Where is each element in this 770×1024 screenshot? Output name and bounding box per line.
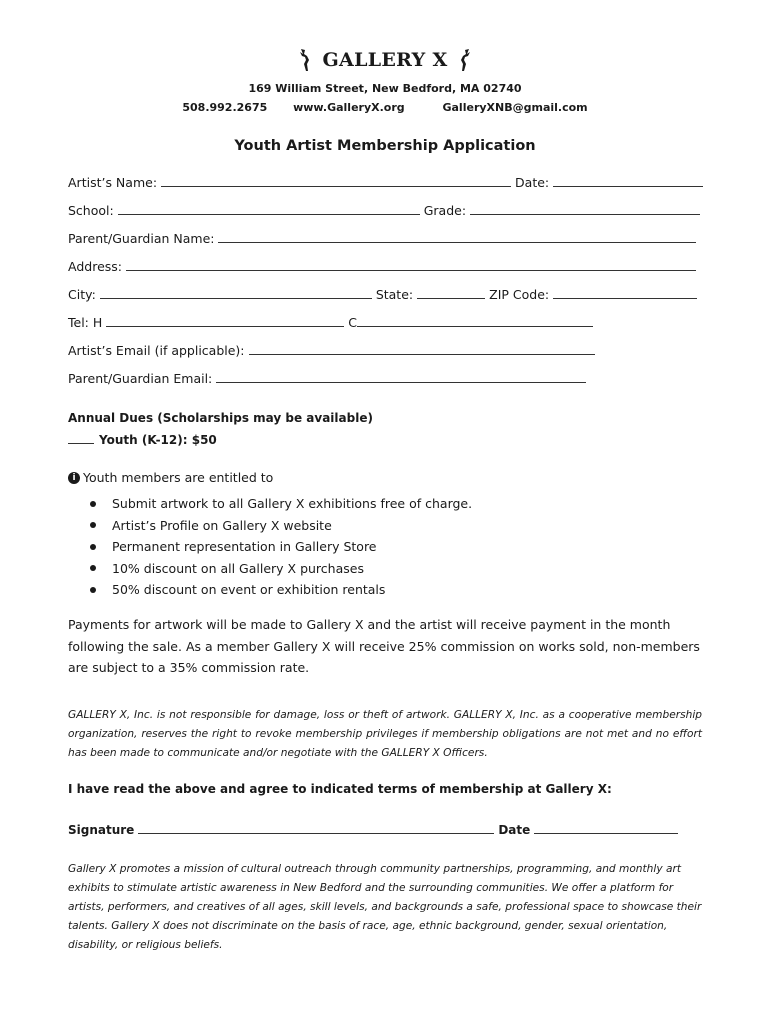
dues-heading: Annual Dues (Scholarships may be available)	[68, 411, 373, 425]
list-item	[90, 558, 472, 580]
school-field[interactable]	[118, 213, 420, 215]
tel-h-field[interactable]	[106, 325, 344, 327]
disclaimer-paragraph: GALLERY X, Inc. is not responsible for damage, loss or theft of artwork. GALLERY X, Inc. as a cooperative membership organization, reserves the right to revoke membership privileges if membership obligations are not met and no effort has been made to communicate and/or negotiate with the GALLERY X Officers.	[68, 709, 702, 759]
stag-left-icon	[297, 48, 315, 72]
tel-c-label: C	[348, 315, 357, 330]
address-field[interactable]	[126, 269, 696, 271]
info-icon: i	[68, 472, 80, 484]
youth-dues-row	[68, 433, 217, 447]
school-label: School:	[68, 203, 114, 218]
list-item-text: 10% discount on all Gallery X purchases	[112, 560, 364, 576]
grade-label: Grade:	[423, 203, 467, 218]
form-row-parent-email	[68, 368, 590, 386]
benefits-list	[90, 493, 472, 601]
city-label: City:	[68, 287, 96, 302]
zip-field[interactable]	[553, 297, 697, 299]
bullet-icon	[90, 587, 96, 593]
list-item-text: 50% discount on event or exhibition rentals	[112, 582, 386, 598]
parent-name-field[interactable]	[218, 241, 696, 243]
bullet-icon	[90, 565, 96, 571]
list-item	[90, 493, 472, 515]
bullet-icon	[90, 544, 96, 550]
email-link[interactable]: GalleryXNB@gmail.com	[442, 101, 588, 114]
parent-email-field[interactable]	[216, 381, 586, 383]
form-row-artist-email	[68, 340, 599, 358]
form-row-tel	[68, 312, 597, 330]
list-item	[90, 515, 472, 537]
bullet-icon	[90, 522, 96, 528]
date-label: Date:	[515, 175, 550, 190]
list-item-text: Submit artwork to all Gallery X exhibitions free of charge.	[112, 496, 473, 512]
bullet-icon	[90, 501, 96, 507]
date-field[interactable]	[553, 185, 703, 187]
logo	[0, 48, 770, 78]
state-label: State:	[375, 287, 414, 302]
benefits-heading	[68, 470, 273, 485]
youth-dues-label: Youth (K-12): $50	[99, 433, 217, 447]
list-item	[90, 536, 472, 558]
signature-date-label: Date	[498, 823, 531, 837]
form-row-school	[68, 200, 704, 218]
state-field[interactable]	[417, 297, 485, 299]
tel-c-field[interactable]	[357, 325, 593, 327]
list-item-text: Permanent representation in Gallery Store	[112, 539, 377, 555]
tel-h-label: Tel: H	[68, 315, 103, 330]
grade-field[interactable]	[470, 213, 700, 215]
contact-line	[0, 101, 770, 114]
form-row-artist	[68, 172, 707, 190]
list-item	[90, 579, 472, 601]
phone: 508.992.2675	[182, 101, 268, 114]
mission-paragraph: Gallery X promotes a mission of cultural outreach through community partnerships, programming, and monthly art exhibits to stimulate artistic awareness in New Bedford and the surrounding communities. We offer a platform for artists, performers, and creatives of all ages, skill levels, and backgrounds a safe, professional space to showcase their talents. Gallery X does not discriminate on the basis of race, age, ethnic background, gender, sexual orientation, disability, or religious beliefs.	[68, 863, 702, 951]
signature-row	[68, 823, 682, 837]
signature-label: Signature	[68, 823, 135, 837]
city-field[interactable]	[100, 297, 372, 299]
page-title: Youth Artist Membership Application	[234, 138, 536, 154]
signature-date-field[interactable]	[534, 833, 678, 834]
list-item-text: Artist’s Profile on Gallery X website	[112, 517, 332, 533]
payments-paragraph: Payments for artwork will be made to Gallery X and the artist will receive payment in the month following the sale. As a member Gallery X will receive 25% commission on works sold, non-members are subject to a 35% commission rate.	[68, 617, 700, 675]
form-row-parent	[68, 228, 700, 246]
artist-email-label: Artist’s Email (if applicable):	[68, 343, 245, 358]
parent-email-label: Parent/Guardian Email:	[68, 371, 213, 386]
artist-email-field[interactable]	[249, 353, 595, 355]
signature-field[interactable]	[138, 833, 494, 834]
website-link[interactable]: www.GalleryX.org	[293, 101, 405, 114]
form-row-city	[68, 284, 701, 302]
youth-dues-check-field[interactable]	[68, 443, 94, 444]
benefits-heading-text: Youth members are entitled to	[83, 470, 274, 485]
address-label: Address:	[68, 259, 122, 274]
artist-name-label: Artist’s Name:	[68, 175, 158, 190]
org-name: GALLERY X	[322, 49, 448, 71]
agreement-statement: I have read the above and agree to indicated terms of membership at Gallery X:	[68, 782, 612, 796]
stag-right-icon	[455, 48, 473, 72]
parent-name-label: Parent/Guardian Name:	[68, 231, 215, 246]
form-row-address	[68, 256, 700, 274]
artist-name-field[interactable]	[161, 185, 511, 187]
zip-label: ZIP Code:	[489, 287, 550, 302]
address-line: 169 William Street, New Bedford, MA 02740	[248, 82, 522, 95]
